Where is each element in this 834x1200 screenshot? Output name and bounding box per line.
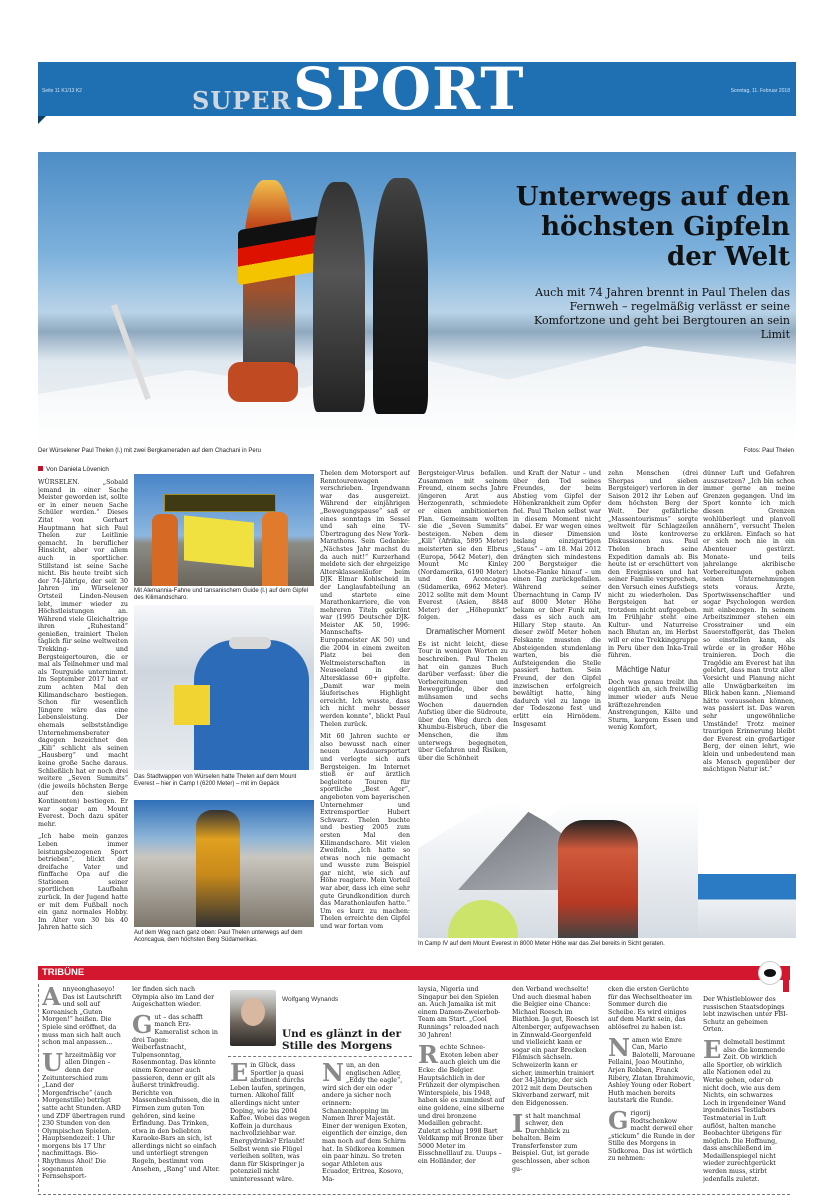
paragraph: und Kraft der Natur – und über den Tod seines Freundes, der beim Abstieg vom Gipfel der Höhenkrankheit zum Opfer fiel. Paul Thelen selbst war in diesem Moment nicht dabei. Er war wegen eines in dieser Dimension bislang einzigartigen „Staus“ – am 18. Mai 2012 drängten sich mindestens 200 Bergsteiger die Lhotse-Flanke hinauf – um einen Tag zurückgefallen. Während seiner Übernachtung in Camp IV auf 8000 Meter Höhe bekam er über Funk mit, dass es sich auch am Hillary Step staute. An dieser zwölf Meter hohen Felskante mussten die Absteigenden stundenlang warten, bis die Aufsteigenden die Stelle passiert hatten. Sein Freund, der den Gipfel inzwischen erfolgreich bewältigt hatte, hing dadurch viel zu lange in der Todeszone fest und erlitt ein Hirnödem. Insgesamt [513,470,601,728]
article-column-3 [418,470,508,796]
paragraph-text: hrzeitmäßig vor allen Dingen – denn der Zeitunterschied zum „Land der Morgenfrische“ (auch Morgenstille) beträgt satte acht Stunden. ARD und ZDF übertragen rund 230 Stunden von den Olympischen Spielen. Hauptsendezeit: 1 Uhr morgens bis 17 Uhr nachmittags. Bio-Rhythmus Ahoi! Die sogenannten Fernsehsport- [42,1051,126,1181]
tribune-bar-tail [783,966,789,992]
paragraph [608,1105,696,1163]
drop-cap: N [608,1032,630,1062]
paragraph-text: nnyeonghaseyo! Das ist Lautschrift und soll auf Koreanisch „Guten Morgen!“ heißen. Die Spiele sind eröffnet, da muss man sich halt auch schon mal anpassen… [42,986,122,1047]
paragraph: Es ist nicht leicht, diese Tour in wenigen Worten zu beschreiben. Paul Thelen hat ein ganzes Buch darüber verfasst: über die Vorbereitungen und Beweggründe, über den mühsamen und sechs Wochen dauernden Aufstieg über die Südroute, über den Weg durch den Khumbu-Eisbruch, über die Menschen, die ihm unterwegs begegneten, über Gefahren und Risiken, über die Schönheit [418,640,508,762]
paragraph-text: st halt manchmal schwer, den Durchblick zu behalten. Beim Transferfenster zum Beispiel. Gut, ist gerade geschlossen, aber schon gu- [512,1112,590,1173]
byline-marker [38,466,43,471]
drop-cap: A [42,986,61,1011]
paragraph-text: laysia, Nigeria und Singapur bei den Spielen an. Auch Jamaika ist mit einem Damen-Zweierbob-Team am Start. „Cool Runnings“ reloaded nach 30 Jahren! [418,986,501,1039]
drop-cap: N [322,1062,344,1087]
paragraph [418,986,506,1039]
climber-figure [196,810,240,927]
drop-cap: U [42,1047,63,1077]
banner-fold-decoration [38,116,46,124]
tribune-label: TRIBÜNE [42,967,85,978]
paragraph [512,986,600,1108]
paragraph [132,1009,220,1173]
drop-cap: E [230,1062,249,1087]
paragraph-text: Der Whistleblower des russischen Staatsdopings lebt inzwischen unter FBI-Schutz an geheimen Orten. [703,996,788,1034]
paragraph-text: den Verband wechselte! Und auch diesmal haben die Belgier eine Chance: Michael Roesch im Biathlon. Ja gut, Roesch ist Altenberger, aufgewachsen in Zinnwald-Georgenfeld und vielleicht kann er sogar ein paar Brocken Flämisch sächseln. Schweizerln kann er sicher, immerhin trainiert der 34-Jährige, der sich 2012 mit dem Deutschen Skiverband zerwarf, mit den Eidgenossen. [512,986,600,1107]
paragraph [608,1032,696,1105]
kilimanjaro-photo [134,474,314,586]
article-subheadline: Auch mit 74 Jahren brennt in Paul Thelen das Fernweh – regelmäßig verlässt er seine Komfortzone und geht bei Bergtouren an sein Limit [534,286,790,341]
issue-date: Sonntag, 11. Februar 2018 [730,88,790,94]
everest-camp1-photo [134,605,314,770]
paragraph-text: un, an den englischen Adler, „Eddy the eagle“, wird sich der ein oder andere ja sicher noch erinnern: Schanzenhopping im Namen Ihrer Majestät. Einer der wenigen Exoten, eigentlich der einzige, den man noch auf dem Schirm hat. In Südkorea kommen ein paar hinzu. So treten sogar Athleten aus Ecuador, Eritrea, Kosovo, Ma- [322,1062,408,1183]
tribune-column-8 [703,996,789,1192]
paragraph-text: delmetall bestimmt also die kommende Zeit. Ob wirklich alle Sportler, ob wirklich alle Nationen edel zu Werke gehen, oder ob nicht doch, wie aus dem Nichts, ein schwarzes Loch in irgendeiner Wand irgendeines Testlabors Testmaterial in Luft auflöst, halten manche Beobachter übrigens für möglich. Die Hoffnung, dass anschließend im Medaillenspiegel nicht wieder zurechtgerückt werden muss, stirbt jedenfalls zuletzt. [703,1038,786,1183]
aconcagua-photo [134,800,314,927]
portrait-face [241,998,265,1026]
paragraph [608,986,696,1032]
kili-caption: Mit Alemannia-Fahne und tansanischem Guide (l.) auf dem Gipfel des Kilimandscharo. [134,588,309,601]
drop-cap: E [703,1034,722,1064]
summit-sign [164,494,276,512]
paragraph [132,986,220,1009]
paragraph [512,1108,600,1174]
drop-cap: G [608,1105,629,1135]
paragraph-text: in Glück, dass Sportler ja quasi abstinent durchs Leben laufen, springen, turnen. Alkohol fällt allerdings nicht unter Doping, wie bis 2004 Kaffee. Wobei das wegen Koffein ja durchaus nachvollziehbar war. Energydrinks? Erlaubt! Selbst wenn sie Flügel verleihen sollten, was dann für Skispringer ja potenziell nicht uninteressant wäre. [230,1062,310,1183]
camp4-caption: In Camp IV auf dem Mount Everest in 8000 Meter Höhe war das Ziel bereits in Sicht geraten. [418,941,665,947]
byline [38,466,128,473]
subheading-dramatic-moment: Dramatischer Moment [426,626,505,636]
author-portrait [230,990,276,1046]
camp4-photo [418,800,698,938]
paragraph: dünner Luft und Gefahren auszusetzen? „Ich bin schon immer gerne an meine Grenzen gegangen. Und im Sport konnte ich mich diesen Grenzen wohlüberlegt und planvoll annähern“, versucht Thelen zu erklären. Einfach so hat er sich noch nie in ein Abenteuer gestürzt. Monate- und teils jahrelange akribische Vorbereitungen gehen seinen Unternehmungen stets voraus. Ärzte, Sportwissenschaftler und sogar Psychologen werden mit einbezogen. In seinem Arbeitszimmer stehen ein Crosstrainer und ein Sauerstoffgerät, das Thelen so einstellen kann, als würde er in großer Höhe trainieren. Doch die Tragödie am Everest hat ihn gelehrt, dass man trotz aller Vorsicht und Planung nicht alle Unwägbarkeiten im Blick haben kann. „Niemand hätte voraussehen können, was passiert ist. Das waren sehr ungewöhnliche Umstände! Trotz meiner traurigen Erinnerung bleibt der Everest ein großartiger Berg, der einen lehrt, wie klein und unbedeutend man als Mensch gegenüber der mächtigen Natur ist.“ [703,470,795,774]
paragraph: zehn Menschen (drei Sherpas und sieben Bergsteiger) verloren in der Saison 2012 ihr Leben auf dem höchsten Berg der Welt. Der gefährliche „Massentourismus“ sorgte weltweit für Schlagzeilen und löste kontroverse Diskussionen aus. Paul Thelen brach seine Expedition damals ab. Bis heute ist er erschüttert von den Ereignissen und hat seiner Familie versprochen, den Versuch eines Aufstiegs nicht zu wiederholen. Das Bergsteigen hat er trotzdem nicht aufgegeben. Im Frühjahr steht eine Kultur- und Naturreise nach Bhutan an, im Herbst will er eine Trekkinggruppe in Peru über den Inka-Trail führen. [608,470,698,660]
subheading-mighty-nature: Mächtige Natur [616,664,671,674]
paragraph [418,1040,506,1166]
paragraph-text: cken die ersten Gerüchte für das Wechseltheater im Sommer durch die Scheibe. Es wird einiges auf dem Markt sein, das ablösefrei zu haben ist. [608,986,692,1031]
paragraph-text: ler finden sich nach Olympia also im Land der Augeschatten wieder. [132,986,215,1009]
paragraph [230,1062,316,1184]
camp4-photo-extension [698,874,796,938]
drop-cap: R [418,1040,438,1070]
paragraph [703,996,789,1034]
tribune-column-7 [608,986,696,1192]
climber-figure [262,512,288,586]
paragraph [42,1047,126,1181]
paragraph: Doch was genau treibt ihn eigentlich an, sich freiwillig immer wieder aufs Neue kräftezehrenden Anstrengungen, Kälte und Sturm, kargem Essen und wenig Komfort, [608,678,698,732]
tribune-border-left [38,984,39,1192]
tribune-divider [228,1056,412,1057]
article-column-5 [608,470,698,796]
climber-figure [313,182,365,412]
section-title-sport: SPORT [293,55,525,123]
author-name: Wolfgang Wynands [282,996,339,1003]
article-column-2 [320,470,410,956]
paragraph [703,1034,789,1183]
paragraph-text: echte Schnee-Exoten leben aber auch gleich um die Ecke: die Belgier. Hauptsächlich in der Frühzeit der olympischen Winterspiele, bis 1948, haben sie es zumindest auf eine goldene, eine silberne und drei bronzene Medaillen gebracht. Zuletzt schlug 1998 Bart Veldkamp mit Bronze über 5000 Meter im Eisschnelllauf zu. Uuups – ein Holländer, der [418,1044,505,1166]
tribune-column-2 [132,986,220,1192]
tribune-column-6 [512,986,600,1192]
tribune-border-bottom [38,1194,790,1195]
tribune-column-1 [42,986,126,1192]
paragraph [322,1062,410,1184]
paragraph: WÜRSELEN. „Sobald jemand in einer Sache Meister geworden ist, sollte er in einer neuen Sache Schüler werden.“ Dieses Zitat von Gerhart Hauptmann hat sich Paul Thelen zur Leitlinie gemacht. In beruflicher Hinsicht, aber vor allem auch in sportlicher. Stillstand ist seine Sache nicht. Bis heute treibt sich der 74-Jährige, der seit 30 Jahren im Würselener Ortsteil Linden-Neusen lebt, immer wieder zu Höchstleistungen an. Während viele Gleichaltrige ihren „Ruhestand“ genießen, trainiert Thelen täglich für seine weltweiten Trekking- und Bergsteigertouren, die er mal als Teilnehmer und mal als Tourguide unternimmt. Im September 2017 hat er zum achten Mal den Kilimandscharo bestiegen. Schon für wesentlich Jüngere wäre das eine Lebensleistung. Der ehemals selbstständige Unternehmensberater dagegen bezeichnet den „Kili“ schlicht als seinen „Hausberg“ und macht keine große Sache daraus. Schließlich hat er noch drei weitere „Seven Summits“ (die jeweils höchsten Berge auf den sieben Kontinenten) bestiegen. Er war sogar am Mount Everest. Doch dazu später mehr. [38,479,128,828]
section-banner [38,55,796,123]
drop-cap: I [512,1108,524,1138]
alemannia-flag [184,515,254,567]
article-column-6 [703,470,795,870]
aconcagua-caption: Auf dem Weg nach ganz oben: Paul Thelen unterwegs auf dem Aconcagua, dem höchsten Berg Südamerikas. [134,930,303,943]
guide-figure [152,514,178,586]
climber-figure [194,640,309,770]
wuerselen-coat-of-arms [174,685,210,725]
climber-figure [558,820,638,938]
eye-icon [758,961,782,985]
paragraph: „Ich habe mein ganzes Leben immer leistungsbezogenen Sport betrieben“, blickt der dreifache Vater und fünffache Opa auf die Stationen seiner sportlichen Laufbahn zurück. In der Jugend hatte er mit dem Fußball noch ein ganz normales Hobby. Im Alter von 30 bis 40 Jahren hatte sich [38,833,128,932]
camp1-caption: Das Stadtwappen von Würselen hatte Thelen auf dem Mount Everest – hier in Camp I (6200 Meter) – mit im Gepäck [134,774,297,787]
hero-photo [38,152,796,442]
article-headline: Unterwegs auf den höchsten Gipfeln der Welt [515,182,790,272]
backpack [228,362,298,402]
paragraph: Bergsteiger-Virus befallen. Zusammen mit seinem Freund, einem sechs Jahre jüngeren Arzt aus Herzogenrath, schmiedete er einen ambitionierten Plan. Gemeinsam wollten sie die „Seven Summits“ besteigen. Neben dem „Kili“ (Afrika, 5895 Meter) meisterten sie den Elbrus (Europa, 5642 Meter), den Mount Mc Kinley (Nordamerika, 6190 Meter) und den Aconcagua (Südamerika, 6962 Meter). 2012 sollte mit dem Mount Everest (Asien, 8848 Meter) der „Höhepunkt“ folgen. [418,470,508,622]
paragraph-text: amen wie Emre Can, Mario Balotelli, Marouane Fellaini, Joao Moutinho, Arjen Robben, Franck Ribéry, Zlatan Ibrahimovic, Ashley Young oder Robert Huth machen bereits lautstark die Runde. [608,1036,696,1105]
paragraph: Thelen dem Motorsport auf Renntourenwagen verschrieben. Irgendwann war das ausgereizt. Während der einjährigen „Bewegungspause“ saß er eines sonntags im Sessel und sah eine TV-Übertragung des New York-Marathons. Sein Gedanke: „Nächstes Jahr machst du da auch mit!“ Kurzerhand meldete sich der ehrgeizige Altersklassenläufer beim DJK Elmar Kohlscheid in der Langlaufabteilung an und startete eine Marathonkarriere, die von mehreren Titeln gekrönt war (1995 Deutscher DJK-Meister AK 50, 1996: Mannschafts-Europameister AK 50) und die 2004 in einem zweiten Platz bei den Weltmeisterschaften in Neuseeland in der Altersklasse 60+ gipfelte. „Damit war mein läuferisches Highlight erreicht. Ich wusste, dass ich nicht mehr besser werden konnte“, blickt Paul Thelen zurück. [320,470,410,728]
tribune-column-4 [322,1062,410,1192]
column-title: Und es glänzt in der Stille des Morgens [282,1028,402,1052]
climber-figure [373,178,428,414]
article-column-1 [38,466,128,956]
article-column-4 [513,470,601,796]
author-name: Von Daniela Lövenich [46,466,109,473]
paragraph-text: rigorij Rodtschenkow macht derweil eher „stickum“ die Runde in der Stille des Morgens in Südkorea. Das ist wörtlich zu nehmen: [608,1109,695,1163]
paragraph-text: ut – das schafft manch Erz-Kameralist schon in drei Tagen: Weiberfastnacht, Tulpensonntag, Rosenmontag. Das könnte einem Koreaner auch passieren, denn er gilt als äußerst trinkfreudig. Berichte von Massenbesäufnissen, die in Firmen zum guten Ton gehören, sind keine Erfindung. Das Trinken, etwa in den beliebten Karaoke-Bars an sich, ist allerdings nicht so einfach und unterliegt strengen Regeln, bestimmt vom Ansehen, „Rang“ und Alter. [132,1013,220,1173]
drop-cap: G [132,1009,153,1039]
goggles [229,637,271,649]
tent [448,900,518,938]
tribune-column-5 [418,986,506,1192]
section-title-super: SUPER [192,86,292,115]
photo-credit: Fotos: Paul Thelen [743,448,794,454]
paragraph [42,986,126,1047]
page-reference: Seite 11 K1/13 K2 [42,88,82,94]
tribune-header-bar [38,966,790,980]
hero-caption: Der Würselener Paul Thelen (l.) mit zwei Bergkameraden auf dem Chachani in Peru [38,448,261,454]
paragraph: Mit 60 Jahren suchte er also bewusst nach einer neuen Ausdauersportart und verlegte sich aufs Bergsteigen. Im Internet stieß er auf ärztlich begleitete Touren für sportliche „Best Ager“, angeboten vom bayerischen Unternehmer und Extremsportler Hubert Schwarz. Thelen buchte und bestieg 2005 zum ersten Mal den Kilimandscharo. Mit vielen Zweifeln. „Ich hatte so etwas noch nie gemacht und wusste zum Beispiel gar nicht, wie sich auf Höhe reagiere. Mein Vorteil war aber, dass ich eine sehr gute Grundkondition durch das Marathonlaufen hatte.“ Um es kurz zu machen: Thelen erreichte den Gipfel und war fortan vom [320,733,410,931]
tribune-column-3 [230,1062,316,1192]
